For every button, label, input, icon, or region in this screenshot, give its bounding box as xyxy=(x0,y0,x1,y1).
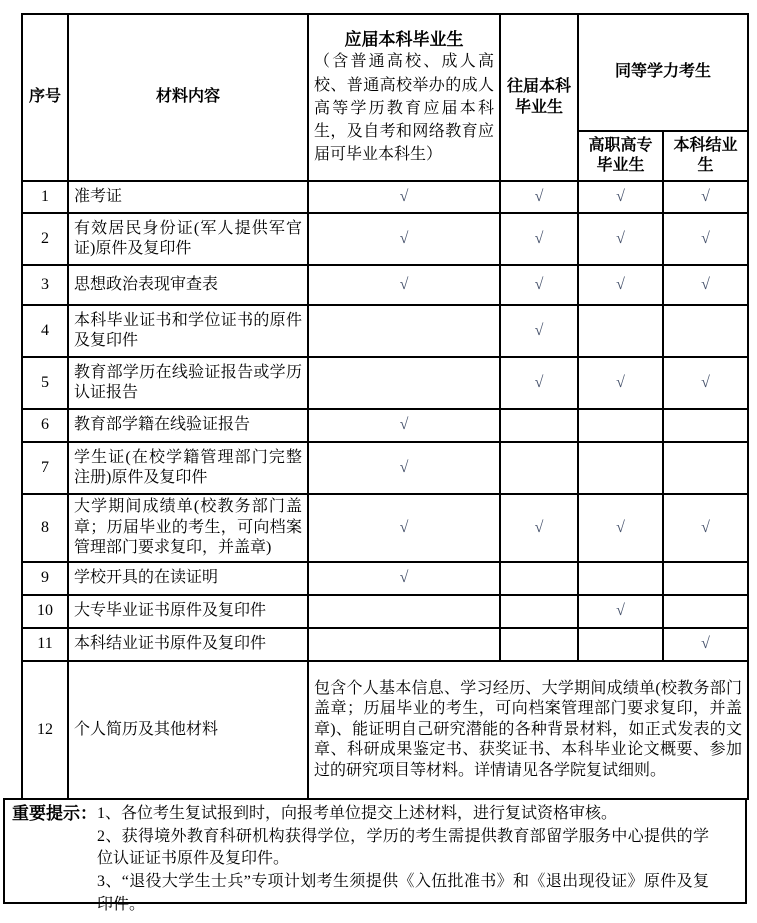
check-cell: √ xyxy=(578,181,663,213)
check-cell: √ xyxy=(663,213,748,265)
check-cell: √ xyxy=(308,442,500,494)
table-row xyxy=(22,265,748,305)
check-cell: √ xyxy=(308,409,500,442)
check-cell xyxy=(578,409,663,442)
check-cell xyxy=(500,409,578,442)
header-previous-graduates: 往届本科毕业生 xyxy=(500,14,578,181)
check-cell: √ xyxy=(308,494,500,562)
check-cell: √ xyxy=(500,357,578,409)
check-cell: √ xyxy=(500,305,578,357)
header-incomplete: 本科结业生 xyxy=(663,131,748,181)
check-cell xyxy=(663,595,748,628)
row-number: 10 xyxy=(22,595,68,628)
check-cell xyxy=(663,562,748,595)
row-number: 1 xyxy=(22,181,68,213)
row-number: 6 xyxy=(22,409,68,442)
material-content: 本科结业证书原件及复印件 xyxy=(68,628,308,661)
table-row xyxy=(22,357,748,409)
check-cell: √ xyxy=(663,181,748,213)
check-cell: √ xyxy=(308,181,500,213)
material-content: 学生证(在校学籍管理部门完整注册)原件及复印件 xyxy=(68,442,308,494)
table-row xyxy=(22,213,748,265)
materials-table xyxy=(21,13,749,800)
row-number: 11 xyxy=(22,628,68,661)
material-content: 学校开具的在读证明 xyxy=(68,562,308,595)
check-cell: √ xyxy=(308,265,500,305)
material-content: 有效居民身份证(军人提供军官证)原件及复印件 xyxy=(68,213,308,265)
check-cell xyxy=(500,442,578,494)
material-content: 本科毕业证书和学位证书的原件及复印件 xyxy=(68,305,308,357)
check-cell: √ xyxy=(578,595,663,628)
check-cell xyxy=(578,562,663,595)
material-content: 思想政治表现审查表 xyxy=(68,265,308,305)
header-equivalent: 同等学力考生 xyxy=(578,14,748,131)
row-number: 2 xyxy=(22,213,68,265)
check-cell xyxy=(663,409,748,442)
material-content: 大专毕业证书原件及复印件 xyxy=(68,595,308,628)
important-notes-list xyxy=(97,803,709,917)
check-cell: √ xyxy=(500,181,578,213)
material-content: 教育部学籍在线验证报告 xyxy=(68,409,308,442)
table-row xyxy=(22,562,748,595)
row-number: 8 xyxy=(22,494,68,562)
note-item: 1、各位考生复试报到时，向报考单位提交上述材料，进行复试资格审核。 xyxy=(97,805,618,822)
table-row xyxy=(22,442,748,494)
important-notes-label: 重要提示： xyxy=(12,804,97,823)
note-item: 3、“退役大学生士兵”专项计划考生须提供《入伍批准书》和《退出现役证》原件及复印件。 xyxy=(97,873,709,913)
header-fresh-graduates xyxy=(308,14,500,181)
check-cell xyxy=(308,595,500,628)
table-row xyxy=(22,181,748,213)
check-cell: √ xyxy=(578,265,663,305)
check-cell: √ xyxy=(308,213,500,265)
check-cell xyxy=(663,442,748,494)
row-number: 3 xyxy=(22,265,68,305)
material-content: 大学期间成绩单(校教务部门盖章；历届毕业的考生，可向档案管理部门要求复印，并盖章) xyxy=(68,494,308,562)
check-cell: √ xyxy=(578,494,663,562)
check-cell xyxy=(500,562,578,595)
check-cell xyxy=(663,305,748,357)
check-cell: √ xyxy=(663,494,748,562)
material-content: 教育部学历在线验证报告或学历认证报告 xyxy=(68,357,308,409)
important-notes-box xyxy=(3,798,747,913)
check-cell: √ xyxy=(500,265,578,305)
table-row xyxy=(22,595,748,628)
check-cell: √ xyxy=(663,265,748,305)
resume-description: 包含个人基本信息、学习经历、大学期间成绩单(校教务部门盖章；历届毕业的考生，可向档案管理部门要求复印，并盖章)、能证明自己研究潜能的各种背景材料，如正式发表的文章、科研成果鉴定书、获奖证书、本科毕业论文概要、参加过的研究项目等材料。详情请见各学院复试细则。 xyxy=(308,661,748,799)
row-number: 5 xyxy=(22,357,68,409)
header-row-1 xyxy=(22,14,748,131)
header-fresh-note: （含普通高校、成人高校、普通高校举办的成人高等学历教育应届本科生，及自考和网络教育应届可毕业本科生） xyxy=(314,53,494,164)
check-cell xyxy=(500,628,578,661)
check-cell: √ xyxy=(578,213,663,265)
table-row xyxy=(22,305,748,357)
check-cell: √ xyxy=(663,357,748,409)
check-cell xyxy=(578,442,663,494)
row-number: 4 xyxy=(22,305,68,357)
check-cell: √ xyxy=(500,213,578,265)
check-cell xyxy=(578,628,663,661)
check-cell xyxy=(308,357,500,409)
table-row xyxy=(22,661,748,799)
material-content: 准考证 xyxy=(68,181,308,213)
header-no: 序号 xyxy=(22,14,68,181)
row-number: 9 xyxy=(22,562,68,595)
check-cell: √ xyxy=(500,494,578,562)
check-cell: √ xyxy=(578,357,663,409)
check-cell xyxy=(500,595,578,628)
check-cell: √ xyxy=(663,628,748,661)
header-content: 材料内容 xyxy=(68,14,308,181)
header-vocational: 高职高专毕业生 xyxy=(578,131,663,181)
header-fresh-title: 应届本科毕业生 xyxy=(344,29,464,49)
check-cell xyxy=(308,628,500,661)
table-row xyxy=(22,494,748,562)
row-number: 7 xyxy=(22,442,68,494)
check-cell xyxy=(308,305,500,357)
table-row xyxy=(22,409,748,442)
check-cell: √ xyxy=(308,562,500,595)
note-item: 2、获得境外教育科研机构获得学位，学历的考生需提供教育部留学服务中心提供的学位认证证书原件及复印件。 xyxy=(97,827,709,868)
table-row xyxy=(22,628,748,661)
material-content: 个人简历及其他材料 xyxy=(68,661,308,799)
row-number: 12 xyxy=(22,661,68,799)
check-cell xyxy=(578,305,663,357)
